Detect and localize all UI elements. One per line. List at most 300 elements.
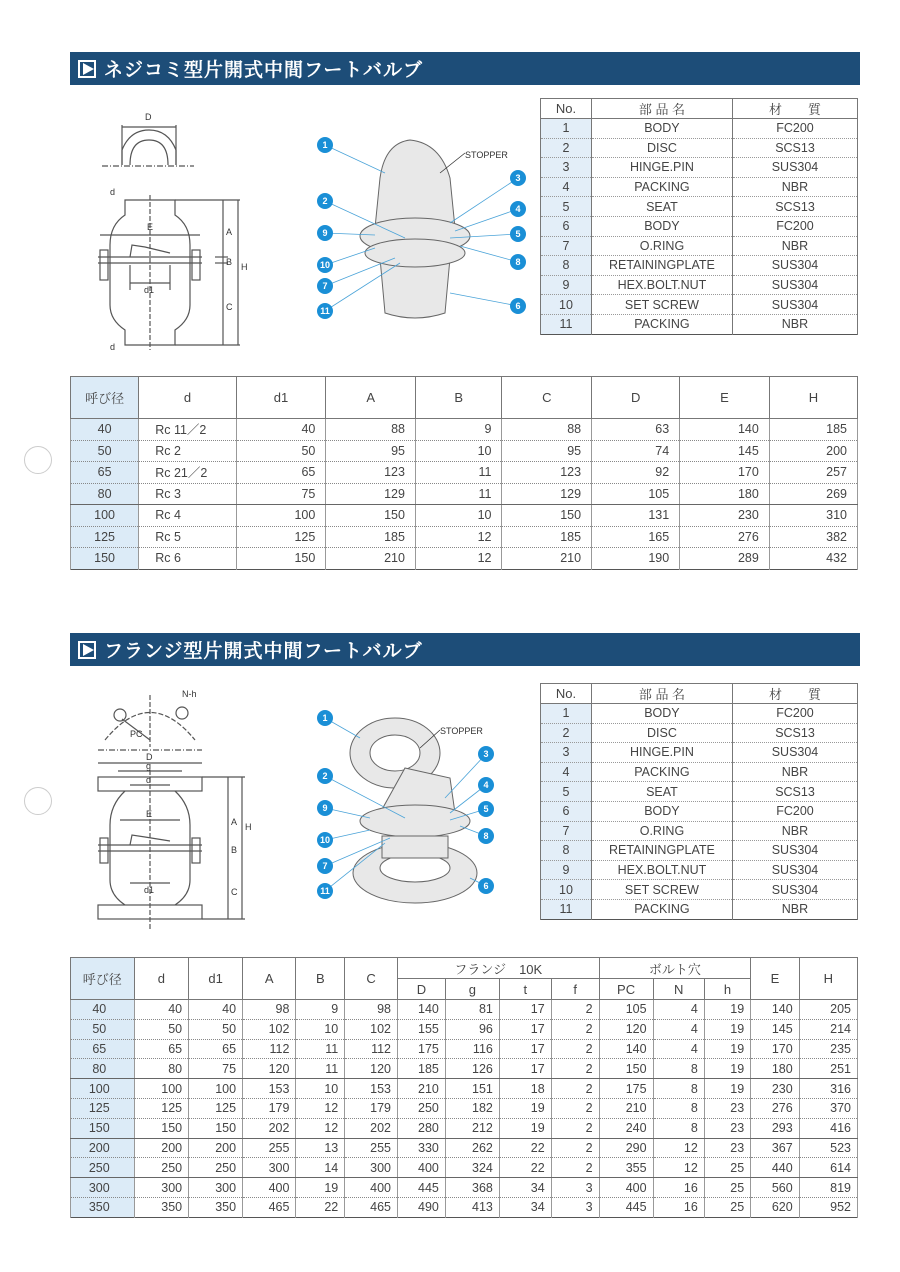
column-header: h — [704, 979, 750, 1000]
dimension-value: 185 — [326, 526, 416, 548]
dimension-value: 140 — [680, 419, 770, 441]
table-row — [541, 899, 858, 919]
dimension-value: 180 — [680, 483, 770, 505]
nominal-size: 350 — [71, 1197, 135, 1217]
dimension-drawing-screw-type — [90, 105, 260, 350]
dim-label-E: E — [146, 809, 153, 819]
dim-label-d: d — [110, 342, 116, 350]
column-header: f — [551, 979, 599, 1000]
header-row — [71, 958, 858, 979]
dimension-value: 8 — [653, 1118, 704, 1138]
dimension-value: 150 — [189, 1118, 243, 1138]
part-number: 1 — [541, 119, 592, 139]
dimension-value: 16 — [653, 1197, 704, 1217]
dim-label-B: B — [226, 257, 233, 267]
table-row — [71, 1039, 858, 1059]
column-header: No. — [541, 99, 592, 119]
table-row — [71, 1059, 858, 1079]
dimension-value: 280 — [398, 1118, 446, 1138]
dimension-value: 22 — [296, 1197, 345, 1217]
column-header: E — [751, 958, 800, 1000]
dimension-value: 10 — [415, 440, 502, 462]
dim-label-N-h: N-h — [182, 689, 197, 699]
dimension-value: 293 — [751, 1118, 800, 1138]
callout-3: 3 — [483, 749, 489, 759]
column-header: H — [769, 377, 857, 419]
part-name: BODY — [591, 119, 732, 139]
dimension-value: 175 — [398, 1039, 446, 1059]
table-row — [71, 1138, 858, 1158]
dimension-value: Rc 2 — [139, 440, 237, 462]
part-material: SUS304 — [732, 743, 857, 763]
dimension-value: 202 — [345, 1118, 398, 1138]
dimension-value: 129 — [502, 483, 592, 505]
dimension-value: 230 — [751, 1079, 800, 1099]
part-material: SCS13 — [732, 782, 857, 802]
dimension-value: 182 — [445, 1098, 499, 1118]
part-name: HEX.BOLT.NUT — [591, 860, 732, 880]
part-number: 1 — [541, 704, 592, 724]
callout-6: 6 — [515, 301, 521, 311]
dimension-value: 400 — [398, 1158, 446, 1178]
part-material: NBR — [732, 821, 857, 841]
dimension-value: 65 — [236, 462, 326, 484]
dimension-value: 2 — [551, 1098, 599, 1118]
dimension-value: 200 — [769, 440, 857, 462]
table-row — [71, 1000, 858, 1020]
nominal-size: 40 — [71, 1000, 135, 1020]
dimension-value: 22 — [499, 1158, 551, 1178]
nominal-size: 150 — [71, 548, 139, 570]
dimension-value: 180 — [751, 1059, 800, 1079]
callout-4: 4 — [515, 204, 521, 214]
dimension-value: 251 — [799, 1059, 857, 1079]
table-row — [541, 841, 858, 861]
part-number: 10 — [541, 880, 592, 900]
callout-9: 9 — [322, 228, 328, 238]
dimension-value: 18 — [499, 1079, 551, 1099]
table-row — [71, 1118, 858, 1138]
part-material: FC200 — [732, 119, 857, 139]
dimension-value: 250 — [134, 1158, 189, 1178]
dimension-value: 382 — [769, 526, 857, 548]
dimension-value: 10 — [296, 1019, 345, 1039]
dimension-value: 8 — [653, 1079, 704, 1099]
dimension-value: 92 — [592, 462, 680, 484]
dimension-value: 112 — [243, 1039, 296, 1059]
table-row — [541, 216, 858, 236]
table-row — [71, 419, 858, 441]
callout-4: 4 — [483, 780, 489, 790]
dimension-value: 310 — [769, 505, 857, 527]
table-row — [541, 295, 858, 315]
dimension-value: 19 — [499, 1098, 551, 1118]
callout-3: 3 — [515, 173, 521, 183]
part-number: 5 — [541, 197, 592, 217]
part-number: 9 — [541, 275, 592, 295]
column-header: ボルト穴 — [599, 958, 751, 979]
dimension-value: 210 — [398, 1079, 446, 1099]
dimension-value: 120 — [345, 1059, 398, 1079]
dimension-drawing-flange-type — [90, 685, 260, 935]
dimension-value: 65 — [189, 1039, 243, 1059]
column-header: E — [680, 377, 770, 419]
part-name: DISC — [591, 723, 732, 743]
dimension-value: 112 — [345, 1039, 398, 1059]
dimension-value: 250 — [398, 1098, 446, 1118]
dimension-value: 13 — [296, 1138, 345, 1158]
dimension-value: 19 — [499, 1118, 551, 1138]
dim-label-H: H — [241, 262, 248, 272]
dimension-value: 105 — [592, 483, 680, 505]
table-row — [541, 762, 858, 782]
part-material: SUS304 — [732, 295, 857, 315]
dimension-value: 150 — [236, 548, 326, 570]
dimension-value: 19 — [296, 1178, 345, 1198]
part-name: RETAININGPLATE — [591, 841, 732, 861]
table-row — [71, 1019, 858, 1039]
callout-7: 7 — [322, 281, 328, 291]
column-header: B — [296, 958, 345, 1000]
table-row — [541, 119, 858, 139]
dimension-value: 40 — [189, 1000, 243, 1020]
part-material: NBR — [732, 236, 857, 256]
dimension-value: 440 — [751, 1158, 800, 1178]
table-row — [71, 1079, 858, 1099]
parts-table-flange-type — [540, 683, 858, 920]
dimension-value: 370 — [799, 1098, 857, 1118]
dimension-value: 819 — [799, 1178, 857, 1198]
nominal-size: 200 — [71, 1138, 135, 1158]
dimension-value: 150 — [502, 505, 592, 527]
dimension-value: 150 — [134, 1118, 189, 1138]
dimension-value: 14 — [296, 1158, 345, 1178]
dimension-value: 8 — [653, 1059, 704, 1079]
dimension-value: 560 — [751, 1178, 800, 1198]
dimension-value: 175 — [599, 1079, 653, 1099]
dim-label-B: B — [231, 845, 238, 855]
dimension-value: 125 — [236, 526, 326, 548]
column-header: 部 品 名 — [591, 684, 732, 704]
column-header: d — [134, 958, 189, 1000]
callout-stopper: STOPPER — [440, 726, 483, 736]
column-header: 材 質 — [732, 684, 857, 704]
callout-1: 1 — [322, 713, 328, 723]
part-number: 5 — [541, 782, 592, 802]
part-material: SUS304 — [732, 275, 857, 295]
part-name: O.RING — [591, 236, 732, 256]
part-name: SET SCREW — [591, 295, 732, 315]
dimension-value: 445 — [398, 1178, 446, 1198]
dimension-value: 17 — [499, 1059, 551, 1079]
dimension-value: 316 — [799, 1079, 857, 1099]
dimension-value: 240 — [599, 1118, 653, 1138]
dimension-value: 413 — [445, 1197, 499, 1217]
dimension-value: 50 — [236, 440, 326, 462]
dimension-value: 11 — [296, 1059, 345, 1079]
column-header: N — [653, 979, 704, 1000]
column-header: 呼び径 — [71, 958, 135, 1000]
part-material: FC200 — [732, 216, 857, 236]
callout-11: 11 — [320, 886, 330, 896]
column-header: 呼び径 — [71, 377, 139, 419]
part-material: SUS304 — [732, 860, 857, 880]
part-material: SCS13 — [732, 723, 857, 743]
dimension-value: 300 — [189, 1178, 243, 1198]
dimension-value: 400 — [243, 1178, 296, 1198]
dimension-value: 400 — [599, 1178, 653, 1198]
dimension-value: 170 — [751, 1039, 800, 1059]
header-row — [541, 684, 858, 704]
part-name: HINGE.PIN — [591, 743, 732, 763]
dim-label-A: A — [226, 227, 233, 237]
column-header: g — [445, 979, 499, 1000]
dimensions-table-screw-type — [70, 376, 858, 570]
table-row — [541, 860, 858, 880]
callout-stopper: STOPPER — [465, 150, 508, 160]
dimension-value: 230 — [680, 505, 770, 527]
nominal-size: 50 — [71, 440, 139, 462]
dimension-value: 19 — [704, 1019, 750, 1039]
dimension-value: 2 — [551, 1118, 599, 1138]
exploded-view-screw-type — [310, 128, 535, 328]
part-number: 7 — [541, 821, 592, 841]
dimension-value: 25 — [704, 1158, 750, 1178]
table-row — [541, 801, 858, 821]
dimension-value: 17 — [499, 1000, 551, 1020]
dimension-value: 40 — [236, 419, 326, 441]
dimension-value: 235 — [799, 1039, 857, 1059]
dimension-value: 88 — [502, 419, 592, 441]
callout-7: 7 — [322, 861, 328, 871]
dimension-value: 96 — [445, 1019, 499, 1039]
dimension-value: 125 — [189, 1098, 243, 1118]
column-header: D — [592, 377, 680, 419]
part-material: SCS13 — [732, 197, 857, 217]
table-row — [71, 1178, 858, 1198]
part-material: SUS304 — [732, 256, 857, 276]
dimension-value: Rc 5 — [139, 526, 237, 548]
dimension-value: 11 — [296, 1039, 345, 1059]
dimension-value: 50 — [134, 1019, 189, 1039]
dimension-value: 140 — [398, 1000, 446, 1020]
dimension-value: 330 — [398, 1138, 446, 1158]
part-name: PACKING — [591, 314, 732, 334]
dimension-value: 150 — [599, 1059, 653, 1079]
dimension-value: 289 — [680, 548, 770, 570]
dimension-value: 16 — [653, 1178, 704, 1198]
dimension-value: 19 — [704, 1000, 750, 1020]
dimension-value: 22 — [499, 1138, 551, 1158]
section-title-text: ネジコミ型片開式中間フートバルブ — [104, 59, 424, 81]
dimension-value: 125 — [134, 1098, 189, 1118]
dimension-value: 200 — [134, 1138, 189, 1158]
callout-9: 9 — [322, 803, 328, 813]
dimension-value: 140 — [751, 1000, 800, 1020]
dimension-value: 9 — [415, 419, 502, 441]
dimension-value: 50 — [189, 1019, 243, 1039]
column-header: H — [799, 958, 857, 1000]
dimension-value: 300 — [243, 1158, 296, 1178]
table-row — [541, 704, 858, 724]
dimension-value: 214 — [799, 1019, 857, 1039]
part-material: NBR — [732, 177, 857, 197]
table-row — [71, 526, 858, 548]
dimension-value: 12 — [653, 1158, 704, 1178]
dimension-value: 12 — [415, 548, 502, 570]
dimension-value: 210 — [326, 548, 416, 570]
column-header: PC — [599, 979, 653, 1000]
dimension-value: 165 — [592, 526, 680, 548]
dimensions-table-flange-type — [70, 957, 858, 1218]
part-material: SCS13 — [732, 138, 857, 158]
part-number: 3 — [541, 743, 592, 763]
column-header: D — [398, 979, 446, 1000]
dim-label-E: E — [147, 222, 154, 232]
dimension-value: 23 — [704, 1138, 750, 1158]
part-number: 4 — [541, 762, 592, 782]
dimension-value: 416 — [799, 1118, 857, 1138]
part-name: HEX.BOLT.NUT — [591, 275, 732, 295]
dimension-value: 190 — [592, 548, 680, 570]
dimension-value: 12 — [415, 526, 502, 548]
dimension-value: 2 — [551, 1138, 599, 1158]
part-name: PACKING — [591, 177, 732, 197]
table-row — [541, 880, 858, 900]
part-number: 7 — [541, 236, 592, 256]
dimension-value: 290 — [599, 1138, 653, 1158]
dimension-value: 98 — [345, 1000, 398, 1020]
nominal-size: 100 — [71, 505, 139, 527]
dimension-value: 80 — [134, 1059, 189, 1079]
dimension-value: 952 — [799, 1197, 857, 1217]
dimension-value: 614 — [799, 1158, 857, 1178]
dimension-value: 102 — [345, 1019, 398, 1039]
dimension-value: 300 — [345, 1158, 398, 1178]
dimension-value: 12 — [653, 1138, 704, 1158]
part-name: SET SCREW — [591, 880, 732, 900]
part-material: NBR — [732, 899, 857, 919]
nominal-size: 50 — [71, 1019, 135, 1039]
dimension-value: 95 — [502, 440, 592, 462]
table-row — [541, 275, 858, 295]
part-name: O.RING — [591, 821, 732, 841]
callout-1: 1 — [322, 140, 328, 150]
part-number: 10 — [541, 295, 592, 315]
part-material: SUS304 — [732, 841, 857, 861]
part-number: 6 — [541, 801, 592, 821]
dimension-value: 98 — [243, 1000, 296, 1020]
dimension-value: 19 — [704, 1079, 750, 1099]
column-header: No. — [541, 684, 592, 704]
dimension-value: 262 — [445, 1138, 499, 1158]
part-material: NBR — [732, 314, 857, 334]
dimension-value: 368 — [445, 1178, 499, 1198]
dim-label-C: C — [231, 887, 238, 897]
dimension-value: 2 — [551, 1000, 599, 1020]
dimension-value: 123 — [502, 462, 592, 484]
part-name: SEAT — [591, 197, 732, 217]
dimension-value: 465 — [345, 1197, 398, 1217]
column-header: 部 品 名 — [591, 99, 732, 119]
part-number: 2 — [541, 138, 592, 158]
dimension-value: 88 — [326, 419, 416, 441]
play-arrow-icon — [78, 60, 96, 78]
callout-11: 11 — [320, 306, 330, 316]
dimension-value: 11 — [415, 462, 502, 484]
nominal-size: 250 — [71, 1158, 135, 1178]
dimension-value: 255 — [243, 1138, 296, 1158]
table-row — [541, 138, 858, 158]
dimension-value: 2 — [551, 1039, 599, 1059]
column-header: d1 — [189, 958, 243, 1000]
table-row — [71, 505, 858, 527]
part-name: BODY — [591, 801, 732, 821]
dimension-value: 75 — [189, 1059, 243, 1079]
dimension-value: 269 — [769, 483, 857, 505]
dimension-value: 17 — [499, 1019, 551, 1039]
dim-label-D: D — [145, 112, 152, 122]
section-title-text: フランジ型片開式中間フートバルブ — [104, 640, 423, 662]
dim-label-g: g — [146, 761, 152, 771]
dimension-value: 3 — [551, 1178, 599, 1198]
dimension-value: 145 — [751, 1019, 800, 1039]
dimension-value: 185 — [769, 419, 857, 441]
dimension-value: 355 — [599, 1158, 653, 1178]
dimension-value: 81 — [445, 1000, 499, 1020]
dimension-value: Rc 11／2 — [139, 419, 237, 441]
dimension-value: 100 — [189, 1079, 243, 1099]
dimension-value: 10 — [296, 1079, 345, 1099]
dimension-value: 432 — [769, 548, 857, 570]
nominal-size: 300 — [71, 1178, 135, 1198]
dimension-value: 100 — [134, 1079, 189, 1099]
dimension-value: 12 — [296, 1118, 345, 1138]
section-title-screw-type — [70, 52, 860, 85]
part-name: DISC — [591, 138, 732, 158]
column-header: フランジ 10K — [398, 958, 600, 979]
part-number: 11 — [541, 899, 592, 919]
dimension-value: 205 — [799, 1000, 857, 1020]
dimension-value: 257 — [769, 462, 857, 484]
dimension-value: 4 — [653, 1019, 704, 1039]
part-material: SUS304 — [732, 880, 857, 900]
header-row — [71, 377, 858, 419]
table-row — [71, 462, 858, 484]
dimension-value: 4 — [653, 1000, 704, 1020]
table-row — [541, 782, 858, 802]
table-row — [71, 440, 858, 462]
dimension-value: Rc 21／2 — [139, 462, 237, 484]
table-row — [541, 158, 858, 178]
play-arrow-icon — [78, 641, 96, 659]
column-header: d1 — [236, 377, 326, 419]
dim-label-d1: d1 — [144, 885, 155, 895]
dimension-value: 23 — [704, 1098, 750, 1118]
part-number: 2 — [541, 723, 592, 743]
dim-label-d1: d1 — [144, 285, 155, 295]
dim-label-H: H — [245, 822, 252, 832]
header-row — [541, 99, 858, 119]
dimension-value: 123 — [326, 462, 416, 484]
dimension-value: 63 — [592, 419, 680, 441]
dimension-value: 116 — [445, 1039, 499, 1059]
nominal-size: 125 — [71, 1098, 135, 1118]
dimension-value: 523 — [799, 1138, 857, 1158]
dimension-value: 179 — [345, 1098, 398, 1118]
dimension-value: 19 — [704, 1059, 750, 1079]
column-header: C — [502, 377, 592, 419]
